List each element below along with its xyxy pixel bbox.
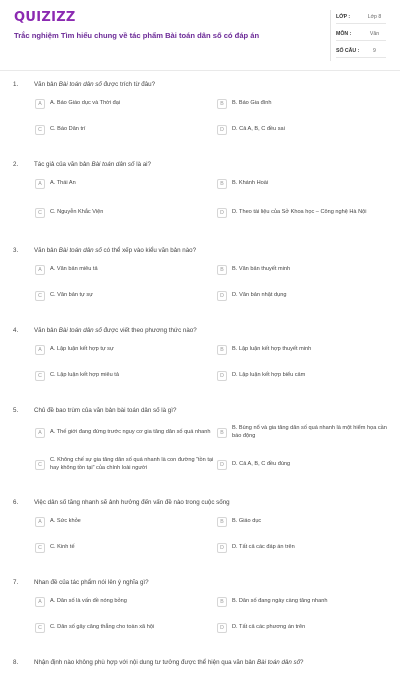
- question-header: [0, 73, 400, 95]
- question-5: [0, 399, 400, 491]
- option-letter-box: C: [35, 208, 45, 218]
- option-text: D. Cả A, B, C đều sai: [232, 126, 285, 133]
- option-letter-box: D: [217, 291, 227, 301]
- option-text: D. Theo tài liệu của Sở Khoa học – Công nghệ Hà Nội: [232, 209, 367, 216]
- option-text: D. Lập luận kết hợp biểu cảm: [232, 372, 306, 379]
- option-text: A. Dân số là vấn đề nóng bỏng: [50, 598, 127, 605]
- answer-option[interactable]: [217, 421, 397, 445]
- question-text-italic: Bài toán dân số: [91, 160, 135, 168]
- option-row: [0, 619, 400, 637]
- option-text: A. Báo Giáo dục và Thời đại: [50, 100, 121, 107]
- question-text: [34, 579, 149, 586]
- option-letter-box: A: [35, 179, 45, 189]
- answer-option[interactable]: [217, 619, 397, 637]
- option-text: D. Tất cả các đáp án trên: [232, 544, 295, 551]
- option-row: [0, 341, 400, 359]
- option-row: [0, 367, 400, 385]
- option-letter-box: A: [35, 597, 45, 607]
- answer-option[interactable]: [35, 287, 215, 305]
- question-spacer: [0, 673, 400, 679]
- answer-option[interactable]: [35, 513, 215, 531]
- answer-option[interactable]: [217, 287, 397, 305]
- question-text: [34, 81, 155, 88]
- option-letter-box: B: [217, 265, 227, 275]
- meta-row-grade: [336, 10, 386, 24]
- option-letter-box: B: [217, 428, 227, 438]
- question-header: [0, 651, 400, 673]
- option-text: A. Văn bản miêu tả: [50, 266, 98, 273]
- question-text-part: Tác giả của văn bản: [34, 160, 92, 168]
- option-letter-box: C: [35, 623, 45, 633]
- meta-value: Lớp 8: [367, 13, 382, 20]
- question-text: [34, 247, 196, 254]
- question-text-italic: Bài toán dân số: [58, 80, 102, 88]
- question-4: [0, 319, 400, 399]
- question-header: [0, 491, 400, 513]
- question-7: [0, 571, 400, 651]
- answer-option[interactable]: [35, 619, 215, 637]
- question-text-part: Nhan đề của tác phẩm nói lên ý nghĩa gì?: [34, 578, 149, 586]
- answer-option[interactable]: [35, 121, 215, 139]
- option-letter-box: D: [217, 460, 227, 470]
- question-number: 5.: [13, 406, 19, 414]
- question-header: [0, 239, 400, 261]
- meta-panel: [330, 10, 386, 61]
- option-row: [0, 513, 400, 531]
- option-text: C. Lập luận kết hợp miêu tả: [50, 372, 119, 379]
- answer-option[interactable]: [217, 539, 397, 557]
- question-text: [34, 659, 304, 666]
- option-row: [0, 287, 400, 305]
- option-letter-box: D: [217, 125, 227, 135]
- answer-option[interactable]: [35, 453, 215, 477]
- answer-option[interactable]: [217, 341, 397, 359]
- question-text-part: là ai?: [134, 160, 151, 168]
- question-text-part: Chủ đề bao trùm của văn bản bài toán dân số là gì?: [34, 406, 177, 414]
- question-text: [34, 161, 151, 168]
- option-row: [0, 453, 400, 477]
- answer-option[interactable]: [35, 95, 215, 113]
- answer-option[interactable]: [217, 513, 397, 531]
- answer-option[interactable]: [217, 453, 397, 477]
- option-text: B. Lập luận kết hợp thuyết minh: [232, 346, 312, 353]
- question-number: 6.: [13, 498, 19, 506]
- answer-option[interactable]: [35, 341, 215, 359]
- question-text-italic: Bài toán dân số: [257, 658, 301, 666]
- question-header: [0, 571, 400, 593]
- option-row: [0, 95, 400, 113]
- question-3: [0, 239, 400, 319]
- question-list: [0, 73, 400, 679]
- answer-option[interactable]: [217, 175, 397, 193]
- option-text: C. Văn bản tự sự: [50, 292, 93, 299]
- question-number: 1.: [13, 80, 19, 88]
- option-letter-box: C: [35, 371, 45, 381]
- header-divider: [0, 70, 400, 71]
- answer-option[interactable]: [35, 367, 215, 385]
- quizizz-logo: QUIZIZZ: [14, 10, 76, 25]
- option-letter-box: B: [217, 517, 227, 527]
- option-text: B. Bùng nổ và gia tăng dân số quá nhanh là một hiểm họa cần báo động: [232, 425, 387, 439]
- question-text-part: Nhận định nào không phù hợp với nội dung tư tưởng được thể hiện qua văn bản: [34, 658, 258, 666]
- question-text-part: Văn bản: [34, 246, 59, 254]
- answer-option[interactable]: [217, 95, 397, 113]
- answer-option[interactable]: [35, 175, 215, 193]
- answer-option[interactable]: [217, 121, 397, 139]
- option-letter-box: A: [35, 99, 45, 109]
- meta-value: 9: [373, 47, 376, 54]
- question-text-part: được viết theo phương thức nào?: [101, 326, 197, 334]
- option-text: A. Thế giới đang đứng trước nguy cơ gia tăng dân số quá nhanh: [50, 429, 211, 436]
- option-letter-box: D: [217, 208, 227, 218]
- question-header: [0, 399, 400, 421]
- question-number: 3.: [13, 246, 19, 254]
- meta-key: SỐ CÂU :: [336, 47, 360, 54]
- question-text-part: ?: [300, 658, 304, 666]
- question-header: [0, 319, 400, 341]
- answer-option[interactable]: [35, 593, 215, 611]
- option-letter-box: B: [217, 179, 227, 189]
- option-text: C. Nguyễn Khắc Viện: [50, 209, 104, 216]
- option-text: A. Lập luận kết hợp tự sự: [50, 346, 114, 353]
- option-letter-box: C: [35, 460, 45, 470]
- answer-option[interactable]: [35, 421, 215, 445]
- option-letter-box: D: [217, 623, 227, 633]
- answer-option[interactable]: [217, 201, 397, 225]
- option-letter-box: C: [35, 125, 45, 135]
- option-text: D. Văn bản nhật dụng: [232, 292, 287, 299]
- answer-option[interactable]: [217, 261, 397, 279]
- meta-row-count: [336, 44, 386, 58]
- worksheet-header: [0, 0, 400, 70]
- quiz-title: Trắc nghiệm Tìm hiểu chung về tác phẩm Bài toán dân số có đáp án: [14, 31, 260, 40]
- question-1: [0, 73, 400, 153]
- question-number: 7.: [13, 578, 19, 586]
- question-text-italic: Bài toán dân số: [58, 246, 102, 254]
- option-text: B. Báo Gia đình: [232, 100, 272, 107]
- meta-row-subject: [336, 27, 386, 41]
- question-header: [0, 153, 400, 175]
- option-text: C. Dân số gây căng thẳng cho toàn xã hội: [50, 624, 155, 631]
- option-row: [0, 175, 400, 193]
- question-text-part: có thể xếp vào kiểu văn bản nào?: [101, 246, 197, 254]
- question-text-part: Văn bản: [34, 80, 59, 88]
- option-text: A. Sức khỏe: [50, 518, 81, 525]
- question-text-part: Việc dân số tăng nhanh sẽ ảnh hưởng đến vấn đề nào trong cuộc sống: [34, 498, 230, 506]
- answer-option[interactable]: [35, 539, 215, 557]
- question-text-italic: Bài toán dân số: [58, 326, 102, 334]
- option-letter-box: B: [217, 597, 227, 607]
- question-text-part: được trích từ đâu?: [101, 80, 156, 88]
- option-letter-box: D: [217, 371, 227, 381]
- question-6: [0, 491, 400, 571]
- option-row: [0, 121, 400, 139]
- answer-option[interactable]: [35, 261, 215, 279]
- option-row: [0, 421, 400, 445]
- question-text-part: Văn bản: [34, 326, 59, 334]
- option-text: B. Giáo dục: [232, 518, 262, 525]
- option-text: B. Văn bản thuyết minh: [232, 266, 291, 273]
- answer-option[interactable]: [35, 201, 215, 225]
- meta-key: LỚP :: [336, 13, 351, 20]
- question-number: 2.: [13, 160, 19, 168]
- option-row: [0, 593, 400, 611]
- option-text: A. Thái An: [50, 180, 76, 187]
- meta-value: Văn: [369, 30, 380, 37]
- option-letter-box: C: [35, 543, 45, 553]
- question-text: [34, 407, 176, 414]
- option-text: D. Cả A, B, C đều đúng: [232, 461, 291, 468]
- option-letter-box: B: [217, 99, 227, 109]
- option-text: B. Dân số đang ngày càng tăng nhanh: [232, 598, 328, 605]
- option-text: C. Kinh tế: [50, 544, 75, 551]
- question-text: [34, 327, 197, 334]
- option-text: C. Báo Dân trí: [50, 126, 86, 133]
- option-text: C. Không chế sự gia tăng dân số quá nhanh là con đường “tồn tại hay không tồn tại” của chính loài người: [50, 457, 214, 471]
- meta-key: MÔN :: [336, 30, 352, 37]
- option-letter-box: C: [35, 291, 45, 301]
- answer-option[interactable]: [217, 367, 397, 385]
- option-text: B. Khánh Hoài: [232, 180, 269, 187]
- option-row: [0, 201, 400, 225]
- question-2: [0, 153, 400, 239]
- option-text: D. Tất cả các phương án trên: [232, 624, 306, 631]
- option-letter-box: A: [35, 428, 45, 438]
- option-letter-box: A: [35, 265, 45, 275]
- option-letter-box: B: [217, 345, 227, 355]
- question-number: 8.: [13, 658, 19, 666]
- option-letter-box: A: [35, 517, 45, 527]
- question-number: 4.: [13, 326, 19, 334]
- option-row: [0, 539, 400, 557]
- option-letter-box: A: [35, 345, 45, 355]
- answer-option[interactable]: [217, 593, 397, 611]
- question-text: [34, 499, 230, 506]
- question-8: [0, 651, 400, 679]
- option-letter-box: D: [217, 543, 227, 553]
- option-row: [0, 261, 400, 279]
